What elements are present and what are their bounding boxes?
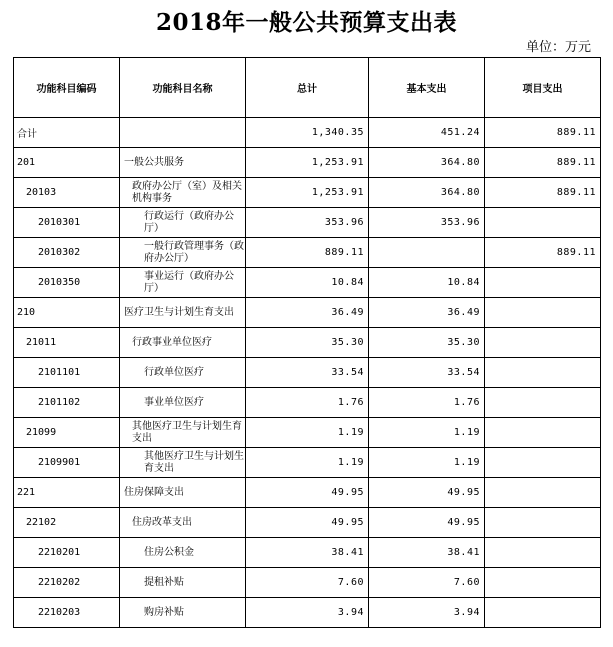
basic-cell: 1.19 [369, 448, 485, 478]
table-row [14, 508, 601, 538]
total-cell: 3.94 [246, 598, 369, 628]
name-cell: 住房公积金 [120, 538, 246, 568]
table-row [14, 418, 601, 448]
total-cell: 1.19 [246, 418, 369, 448]
name-cell: 事业单位医疗 [120, 388, 246, 418]
total-cell: 1,253.91 [246, 178, 369, 208]
table-row [14, 118, 601, 148]
total-cell: 36.49 [246, 298, 369, 328]
name-cell: 事业运行（政府办公厅） [120, 268, 246, 298]
table-row [14, 148, 601, 178]
table-row [14, 358, 601, 388]
table-row [14, 298, 601, 328]
unit-label: 单位：万元 [525, 40, 591, 55]
total-cell: 49.95 [246, 478, 369, 508]
table-row [14, 448, 601, 478]
name-cell: 其他医疗卫生与计划生育支出 [120, 448, 246, 478]
table-row [14, 478, 601, 508]
total-cell: 10.84 [246, 268, 369, 298]
basic-cell: 38.41 [369, 538, 485, 568]
code-cell: 2101101 [14, 358, 120, 388]
name-cell: 行政事业单位医疗 [120, 328, 246, 358]
project-cell: 889.11 [485, 178, 601, 208]
project-cell [485, 298, 601, 328]
code-cell: 201 [14, 148, 120, 178]
header-basic: 基本支出 [369, 58, 485, 118]
total-cell: 35.30 [246, 328, 369, 358]
name-cell: 购房补贴 [120, 598, 246, 628]
name-cell: 行政单位医疗 [120, 358, 246, 388]
project-cell: 889.11 [485, 118, 601, 148]
total-cell: 889.11 [246, 238, 369, 268]
project-cell: 889.11 [485, 238, 601, 268]
project-cell [485, 268, 601, 298]
header-name: 功能科目名称 [120, 58, 246, 118]
project-cell [485, 568, 601, 598]
code-cell: 2109901 [14, 448, 120, 478]
basic-cell: 36.49 [369, 298, 485, 328]
total-cell: 38.41 [246, 538, 369, 568]
total-cell: 1.19 [246, 448, 369, 478]
code-cell: 21099 [14, 418, 120, 448]
code-cell: 221 [14, 478, 120, 508]
table-row [14, 178, 601, 208]
name-cell: 提租补贴 [120, 568, 246, 598]
code-cell: 2210202 [14, 568, 120, 598]
table-row [14, 598, 601, 628]
code-cell: 合计 [14, 118, 120, 148]
table-row [14, 238, 601, 268]
project-cell [485, 358, 601, 388]
name-cell: 医疗卫生与计划生育支出 [120, 298, 246, 328]
project-cell [485, 388, 601, 418]
name-cell [120, 118, 246, 148]
name-cell: 行政运行（政府办公厅） [120, 208, 246, 238]
basic-cell [369, 238, 485, 268]
table-row [14, 388, 601, 418]
page-title: 2018年一般公共预算支出表 [155, 9, 457, 36]
header-total: 总计 [246, 58, 369, 118]
code-cell: 2010350 [14, 268, 120, 298]
basic-cell: 3.94 [369, 598, 485, 628]
name-cell: 一般公共服务 [120, 148, 246, 178]
name-cell: 其他医疗卫生与计划生育支出 [120, 418, 246, 448]
project-cell [485, 418, 601, 448]
project-cell [485, 448, 601, 478]
project-cell [485, 478, 601, 508]
name-cell: 住房改革支出 [120, 508, 246, 538]
table-row [14, 538, 601, 568]
name-cell: 住房保障支出 [120, 478, 246, 508]
table-row [14, 268, 601, 298]
total-cell: 1,253.91 [246, 148, 369, 178]
code-cell: 2010302 [14, 238, 120, 268]
project-cell [485, 328, 601, 358]
basic-cell: 1.19 [369, 418, 485, 448]
project-cell [485, 508, 601, 538]
project-cell [485, 538, 601, 568]
code-cell: 2210201 [14, 538, 120, 568]
basic-cell: 364.80 [369, 178, 485, 208]
budget-table [13, 57, 601, 628]
table-row [14, 328, 601, 358]
basic-cell: 10.84 [369, 268, 485, 298]
total-cell: 1.76 [246, 388, 369, 418]
total-cell: 353.96 [246, 208, 369, 238]
basic-cell: 35.30 [369, 328, 485, 358]
name-cell: 政府办公厅（室）及相关机构事务 [120, 178, 246, 208]
basic-cell: 7.60 [369, 568, 485, 598]
header-code: 功能科目编码 [14, 58, 120, 118]
basic-cell: 49.95 [369, 478, 485, 508]
total-cell: 7.60 [246, 568, 369, 598]
header-project: 项目支出 [485, 58, 601, 118]
basic-cell: 33.54 [369, 358, 485, 388]
code-cell: 21011 [14, 328, 120, 358]
code-cell: 20103 [14, 178, 120, 208]
basic-cell: 451.24 [369, 118, 485, 148]
code-cell: 22102 [14, 508, 120, 538]
table-row [14, 568, 601, 598]
basic-cell: 49.95 [369, 508, 485, 538]
project-cell [485, 208, 601, 238]
basic-cell: 353.96 [369, 208, 485, 238]
code-cell: 2010301 [14, 208, 120, 238]
project-cell: 889.11 [485, 148, 601, 178]
project-cell [485, 598, 601, 628]
total-cell: 33.54 [246, 358, 369, 388]
table-header-row [14, 58, 601, 118]
code-cell: 2101102 [14, 388, 120, 418]
code-cell: 210 [14, 298, 120, 328]
basic-cell: 364.80 [369, 148, 485, 178]
name-cell: 一般行政管理事务（政府办公厅） [120, 238, 246, 268]
total-cell: 49.95 [246, 508, 369, 538]
total-cell: 1,340.35 [246, 118, 369, 148]
table-row [14, 208, 601, 238]
code-cell: 2210203 [14, 598, 120, 628]
basic-cell: 1.76 [369, 388, 485, 418]
